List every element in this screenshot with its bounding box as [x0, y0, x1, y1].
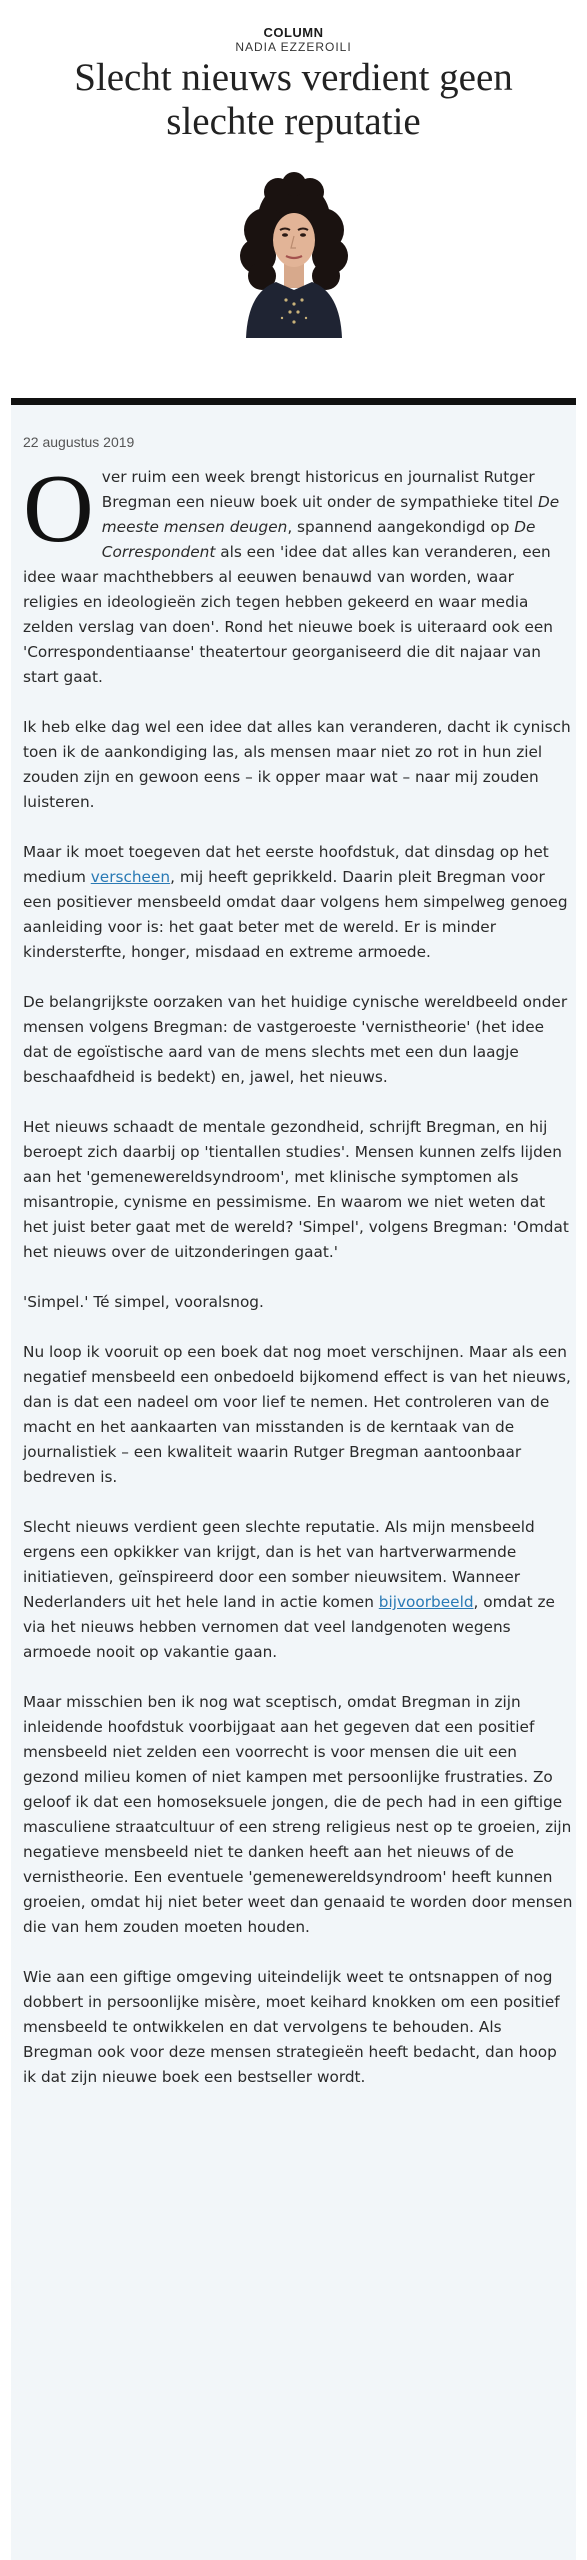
paragraph-4: De belangrijkste oorzaken van het huidige cynische wereldbeeld onder mensen volgens Bregman: de vastgeroeste 'vernistheorie' (het idee dat de egoïstische aard van de mens slechts met een dun laagje beschaafdheid is bedekt) en, jawel, het nieuws. — [23, 993, 568, 1086]
book-title: De meeste mensen deugen — [101, 493, 560, 536]
article-body — [23, 455, 573, 2115]
paragraph-text: , mij heeft geprikkeld. Daarin pleit Bregman voor een positiever mensbeeld omdat daar volgens hem simpelweg genoeg aanleiding voor is: het gaat beter met de wereld. Er is minder kindersterfte, honger, misdaad en extreme armoede. — [23, 868, 568, 961]
paragraph-text: , spannend aangekondigd op — [287, 518, 515, 536]
verscheen-link[interactable]: verscheen — [90, 868, 171, 886]
header-rule — [11, 398, 576, 405]
paragraph-5: Het nieuws schaadt de mentale gezondheid, schrijft Bregman, en hij beroept zich daarbij op 'tientallen studies'. Mensen kunnen zelfs lijden aan het 'gemenewereldsyndroom', met klinische symptomen als misantropie, cynisme en pessimisme. En waarom we niet weten dat het juist beter gaat met de wereld? 'Simpel', volgens Bregman: 'Omdat het nieuws over de uitzonderingen gaat.' — [23, 1118, 569, 1261]
column-kicker: COLUMN — [263, 25, 324, 40]
paragraph-text: Slecht nieuws verdient geen slechte reputatie. Als mijn mensbeeld ergens een opkikker van krijgt, dan is het van hartverwarmende initiatieven, geïnspireerd door een somber nieuwsitem. Wanneer Nederlanders uit het hele land in actie komen — [23, 1518, 535, 1611]
column-header — [0, 0, 587, 338]
dropcap: O — [23, 455, 94, 563]
paragraph-8 — [23, 1515, 573, 1665]
paragraph-7: Nu loop ik vooruit op een boek dat nog moet verschijnen. Maar als een negatief mensbeeld een onbedoeld bijkomend effect is van het nieuws, dan is dat een nadeel om voor lief te nemen. Het controleren van de macht en het aankaarten van misstanden is de kerntaak van de journalistiek – een kwaliteit waarin Rutger Bregman aantoonbaar bedreven is. — [23, 1343, 571, 1486]
paragraph-10: Wie aan een giftige omgeving uiteindelijk weet te ontsnappen of nog dobbert in persoonlijke misère, moet keihard knokken om een positief mensbeeld te ontwikkelen en dat vervolgens te behouden. Als Bregman ook voor deze mensen strategieën heeft bedacht, dan hoop ik dat zijn nieuwe boek een bestseller wordt. — [23, 1968, 560, 2086]
paragraph-text: ver ruim een week brengt historicus en journalist Rutger Bregman een nieuw boek uit onder de sympathieke titel — [101, 468, 539, 511]
paragraph-3 — [23, 840, 573, 965]
author-name: NADIA EZZEROILI — [235, 40, 352, 54]
paragraph-2: Ik heb elke dag wel een idee dat alles kan veranderen, dacht ik cynisch toen ik de aankondiging las, als mensen maar niet zo rot in hun ziel zouden zijn en gewoon eens – ik opper maar wat – naar mij zouden luisteren. — [23, 718, 571, 811]
article-card — [11, 405, 576, 2560]
publication-name: De Correspondent — [101, 518, 536, 561]
paragraph-1 — [23, 455, 573, 690]
article-title: Slecht nieuws verdient geen slechte reputatie — [74, 56, 513, 143]
article-date: 22 augustus 2019 — [23, 434, 135, 450]
paragraph-text: , omdat ze via het nieuws hebben vernomen dat veel landgenoten wegens armoede nooit op vakantie gaan. — [23, 1593, 555, 1661]
paragraph-6: 'Simpel.' Té simpel, vooralsnog. — [23, 1293, 264, 1311]
paragraph-text: Maar ik moet toegeven dat het eerste hoofdstuk, dat dinsdag op het medium — [23, 843, 549, 886]
paragraph-text: als een 'idee dat alles kan veranderen, een idee waar machthebbers al eeuwen benauwd van worden, waar religies en ideologieën zich tegen hebben gekeerd en waar media zelden verslag van doen'. Rond het nieuwe boek is uiteraard ook een 'Correspondentiaanse' theatertour georganiseerd die dit najaar van start gaat. — [23, 543, 553, 686]
bijvoorbeeld-link[interactable]: bijvoorbeeld — [378, 1593, 474, 1611]
paragraph-9: Maar misschien ben ik nog wat sceptisch, omdat Bregman in zijn inleidende hoofdstuk voorbijgaat aan het gegeven dat een positief mensbeeld niet zelden een voorrecht is voor mensen die uit een gezond milieu komen of niet kampen met persoonlijke frustraties. Zo geloof ik dat een homoseksuele jongen, die de pech had in een giftige masculiene straatcultuur of een streng religieus nest op te groeien, zijn negatieve mensbeeld niet te danken heeft aan het nieuws of de vernistheorie. Een eventuele 'gemenewereldsyndroom' heeft kunnen groeien, omdat hij niet beter weet dan genaaid te worden door mensen die van hem zouden moeten houden. — [23, 1693, 573, 1936]
author-portrait — [228, 168, 360, 338]
